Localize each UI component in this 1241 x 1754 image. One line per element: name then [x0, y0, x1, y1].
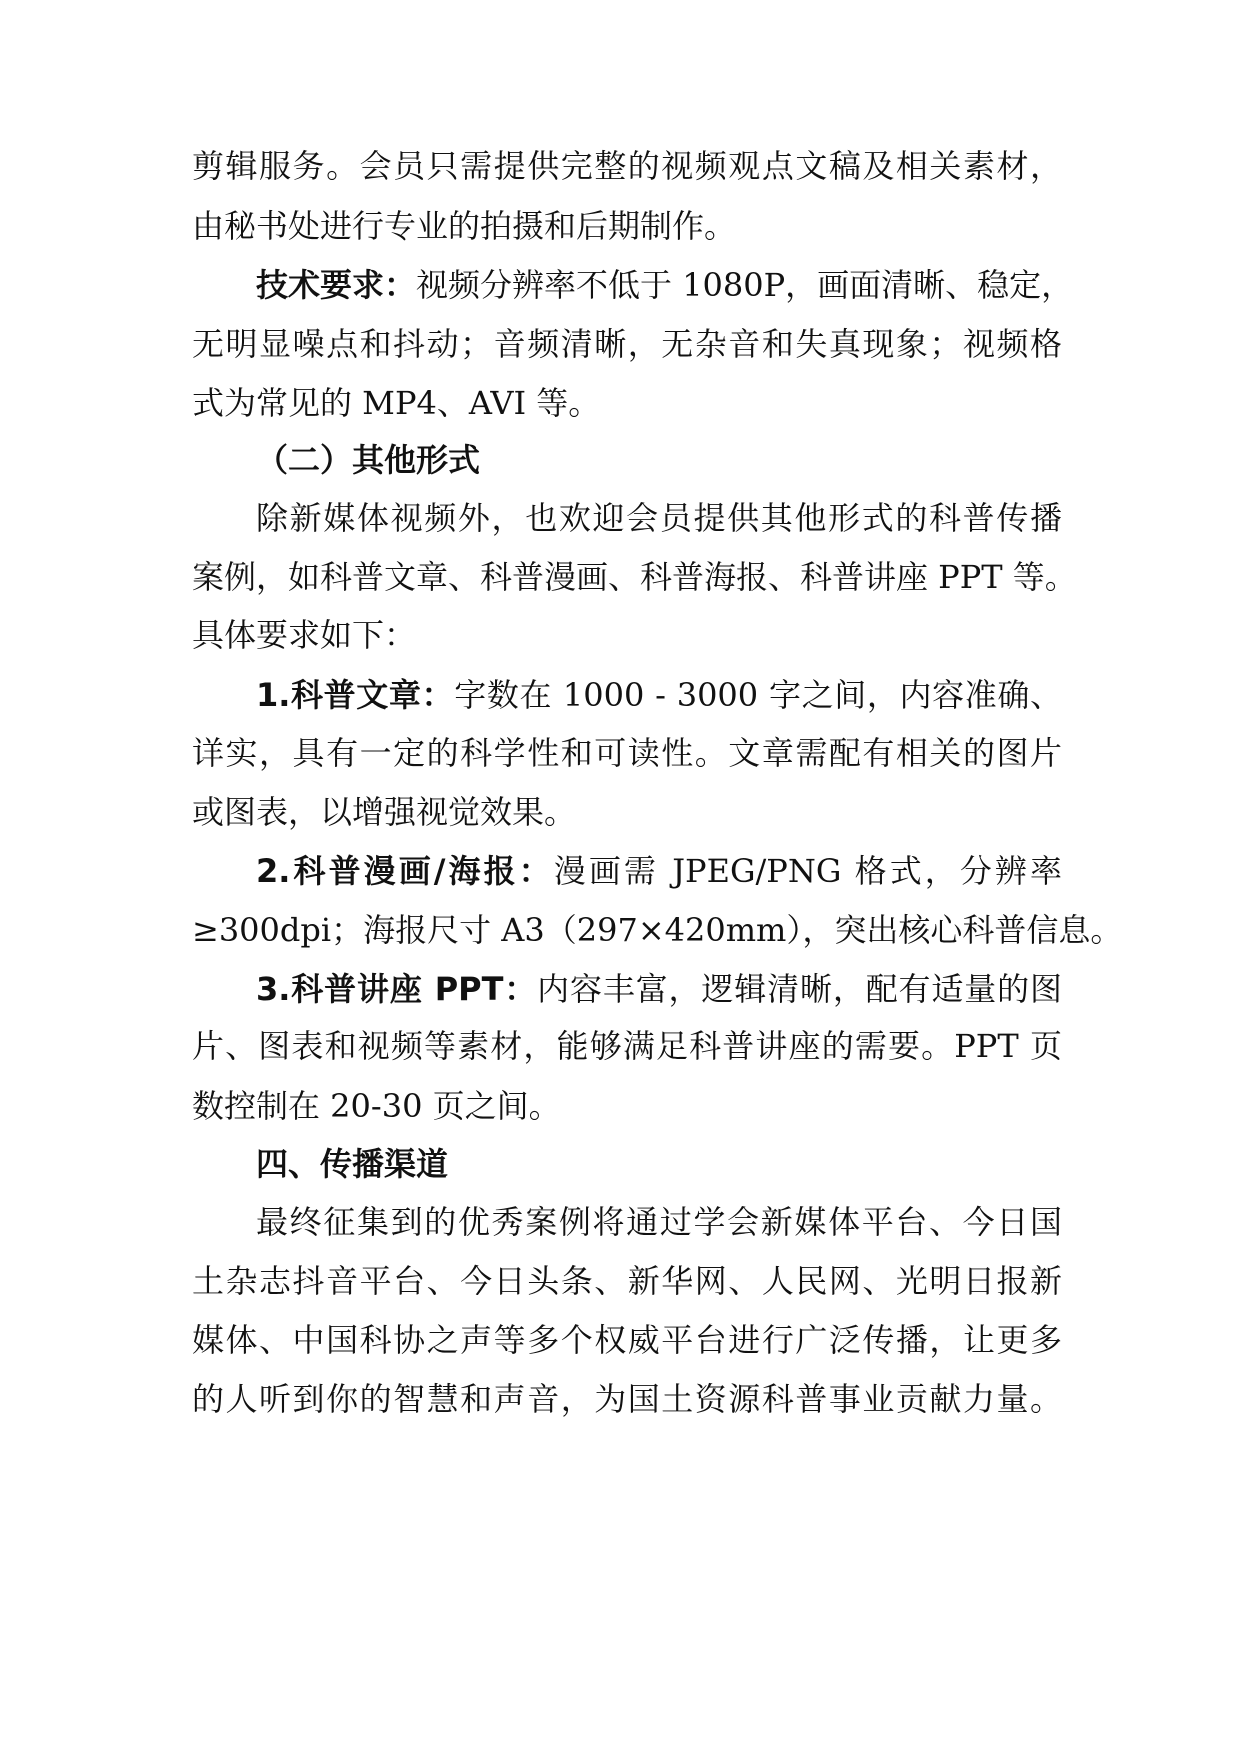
paragraph-line — [192, 140, 1062, 192]
line-text: 视频分辨率不低于 1080P，画面清晰、稳定， — [416, 266, 1074, 304]
line-text: 片、图表和视频等素材，能够满足科普讲座的需要。PPT 页 — [192, 1027, 1062, 1065]
paragraph-line — [192, 551, 1077, 603]
list-item-line — [256, 669, 1062, 721]
line-text: 式为常见的 MP4、AVI 等。 — [192, 384, 601, 422]
line-text: 剪辑服务。会员只需提供完整的视频观点文稿及相关素材， — [192, 147, 1062, 185]
line-text: 案例，如科普文章、科普漫画、科普海报、科普讲座 PPT 等。 — [192, 558, 1077, 596]
inline-label: 技术要求： — [256, 266, 417, 304]
paragraph-line — [256, 492, 1062, 544]
paragraph-line — [192, 1373, 1062, 1425]
paragraph-line — [192, 1080, 1062, 1132]
paragraph-line — [192, 200, 1062, 252]
line-text: 具体要求如下： — [192, 616, 417, 654]
line-text: 最终征集到的优秀案例将通过学会新媒体平台、今日国 — [256, 1203, 1062, 1241]
paragraph-line — [192, 1020, 1062, 1072]
tech-requirements-line — [256, 259, 1074, 311]
line-text: 详实，具有一定的科学性和可读性。文章需配有相关的图片 — [192, 734, 1062, 772]
line-text: 字数在 1000 - 3000 字之间，内容准确、 — [454, 676, 1062, 714]
paragraph-line — [192, 1255, 1062, 1307]
list-item-line — [256, 845, 1062, 897]
inline-label: 1.科普文章： — [256, 676, 455, 714]
line-text: 的人听到你的智慧和声音，为国土资源科普事业贡献力量。 — [192, 1380, 1062, 1418]
paragraph-line — [192, 318, 1062, 370]
paragraph-line — [192, 609, 1062, 661]
section-heading — [256, 1138, 1126, 1190]
line-text: 内容丰富，逻辑清晰，配有适量的图 — [537, 970, 1062, 1008]
paragraph-line — [192, 904, 1123, 956]
paragraph-line — [256, 1196, 1062, 1248]
paragraph-line — [192, 1314, 1062, 1366]
line-text: 或图表，以增强视觉效果。 — [192, 793, 577, 831]
paragraph-line — [192, 786, 1062, 838]
heading-text: 四、传播渠道 — [256, 1145, 449, 1183]
inline-label: 2.科普漫画/海报： — [256, 852, 554, 890]
heading-text: （二）其他形式 — [256, 441, 481, 479]
line-text: 媒体、中国科协之声等多个权威平台进行广泛传播，让更多 — [192, 1321, 1062, 1359]
line-text: 土杂志抖音平台、今日头条、新华网、人民网、光明日报新 — [192, 1262, 1062, 1300]
line-text: 由秘书处进行专业的拍摄和后期制作。 — [192, 207, 737, 245]
section-subheading — [256, 434, 1126, 486]
line-text: 除新媒体视频外，也欢迎会员提供其他形式的科普传播 — [256, 499, 1062, 537]
inline-label: 3.科普讲座 PPT： — [256, 970, 538, 1008]
paragraph-line — [192, 377, 1062, 429]
line-text: 漫画需 JPEG/PNG 格式，分辨率 — [553, 852, 1062, 890]
line-text: ≥300dpi；海报尺寸 A3（297×420mm），突出核心科普信息。 — [192, 911, 1123, 949]
list-item-line — [256, 963, 1062, 1015]
line-text: 数控制在 20-30 页之间。 — [192, 1087, 561, 1125]
paragraph-line — [192, 727, 1062, 779]
line-text: 无明显噪点和抖动；音频清晰，无杂音和失真现象；视频格 — [192, 325, 1062, 363]
